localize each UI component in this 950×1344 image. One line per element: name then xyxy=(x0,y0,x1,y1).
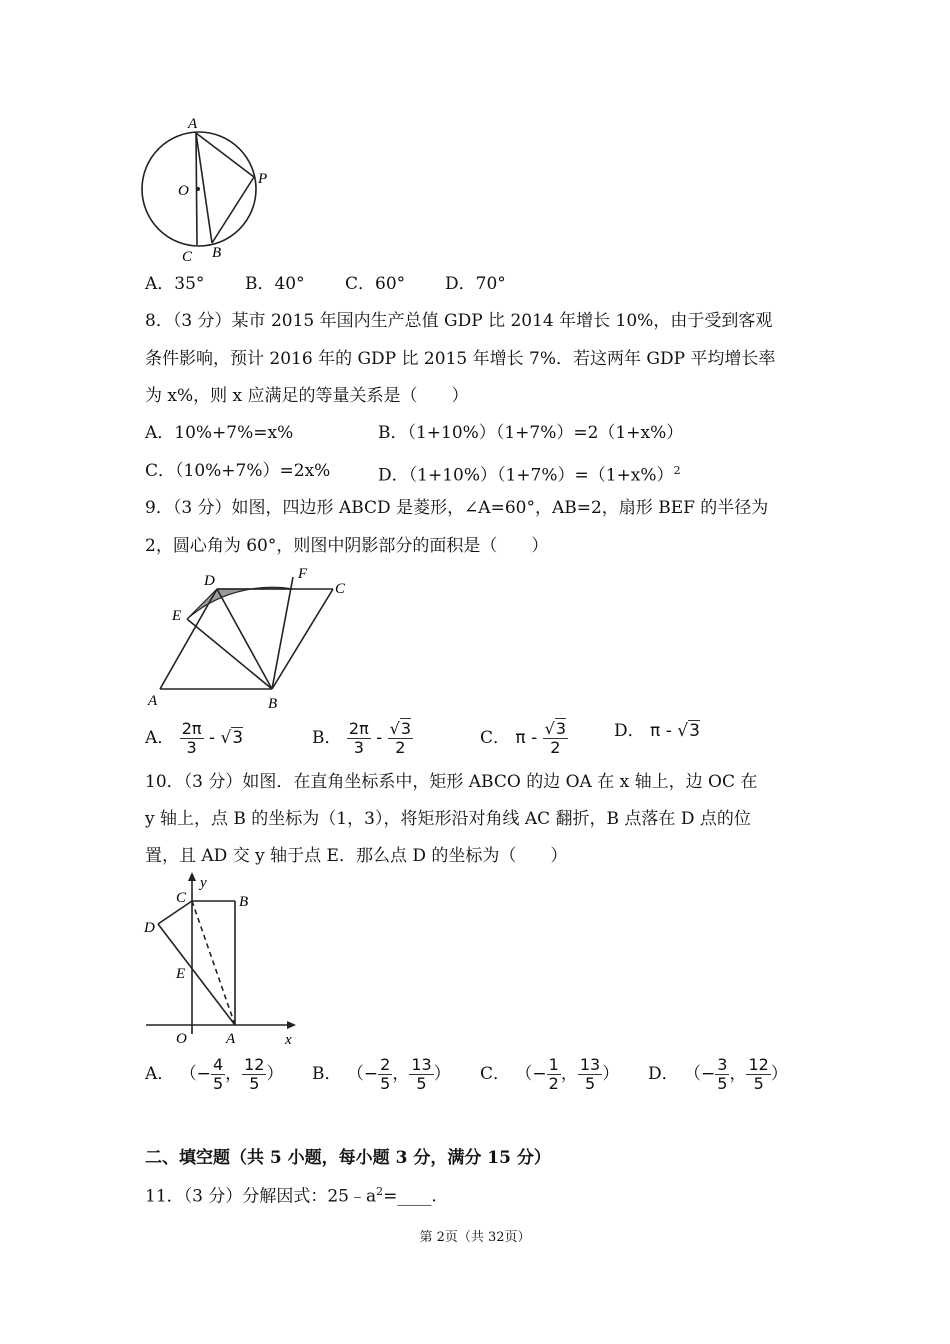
q9-label-e: E xyxy=(172,608,182,624)
page-footer: 第 2页（共 32页） xyxy=(419,1230,531,1245)
q10-stem-line-2: y 轴上，点 B 的坐标为（1，3），将矩形沿对角线 AC 翻折，B 点落在 D 点的位 xyxy=(145,809,751,829)
q10-coordinate-figure xyxy=(140,872,310,1047)
q8-option-b: B．（1+10%）（1+7%）=2（1+x%） xyxy=(378,423,684,443)
q9-label-f: F xyxy=(298,566,308,582)
q7-option-a: A．35° xyxy=(145,274,205,294)
q10-label-o: O xyxy=(176,1031,187,1047)
q8-option-a: A．10%+7%=x% xyxy=(145,423,294,443)
q7-option-d: D．70° xyxy=(445,274,506,294)
q10-stem-line-3: 置，且 AD 交 y 轴于点 E．那么点 D 的坐标为（ ） xyxy=(145,846,568,866)
q10-label-d: D xyxy=(144,920,155,936)
q9-option-d: D． π - √3 xyxy=(614,721,700,741)
q10-stem-line-1: 10．（3 分）如图．在直角坐标系中，矩形 ABCO 的边 OA 在 x 轴上，边 OC 在 xyxy=(145,772,758,792)
q9-label-a: A xyxy=(148,693,158,709)
q7-circle-figure xyxy=(140,115,280,265)
q9-rhombus-figure xyxy=(140,565,360,715)
q8-stem-line-2: 条件影响，预计 2016 年的 GDP 比 2015 年增长 7%．若这两年 GDP 平均增长率 xyxy=(145,349,776,369)
q9-stem-line-1: 9．（3 分）如图，四边形 ABCD 是菱形，∠A=60°，AB=2，扇形 BEF 的半径为 xyxy=(145,498,769,518)
q10-option-d: D． （− $\frac{3}{5}$ ， $\frac{12}{5}$ ） xyxy=(648,1055,788,1093)
q7-label-b: B xyxy=(212,245,222,261)
q7-label-c: C xyxy=(182,249,193,265)
q7-label-o: O xyxy=(178,183,189,199)
q9-stem-line-2: 2，圆心角为 60°，则图中阴影部分的面积是（ ） xyxy=(145,536,549,556)
q8-stem-line-3: 为 x%，则 x 应满足的等量关系是（ ） xyxy=(145,386,469,406)
q9-option-c: C． π - $\frac{√3}{2}$ xyxy=(480,719,567,757)
q10-option-a: A． （− $\frac{4}{5}$ ， $\frac{12}{5}$ ） xyxy=(145,1055,284,1093)
section-heading: 二、填空题（共 5 小题，每小题 3 分，满分 15 分） xyxy=(145,1148,551,1168)
q8-option-c: C．（10%+7%）=2x% xyxy=(145,461,331,481)
q9-option-b: B． $\frac{2\pi}{3}$ - $\frac{√3}{2}$ xyxy=(312,719,412,757)
q11-stem: 11．（3 分）分解因式：$25﹣a^2=\_\_\_\_$. xyxy=(145,1185,437,1207)
q7-option-b: B．40° xyxy=(245,274,305,294)
q9-label-b: B xyxy=(268,696,278,712)
q10-option-b: B． （− $\frac{2}{5}$ ， $\frac{13}{5}$ ） xyxy=(312,1055,451,1093)
q10-label-e: E xyxy=(176,966,186,982)
q8-stem-line-1: 8．（3 分）某市 2015 年国内生产总值 GDP 比 2014 年增长 10%，由于受到客观 xyxy=(145,311,773,331)
q7-option-c: C．60° xyxy=(345,274,406,294)
q10-label-y: y xyxy=(200,875,207,891)
q9-label-d: D xyxy=(204,573,215,589)
q10-label-a: A xyxy=(226,1031,236,1047)
q10-label-x: x xyxy=(285,1032,292,1048)
q8-option-d: D．$(1+10\%)(1+7\%)=(1+x\%)^2$ xyxy=(378,464,681,486)
q7-label-p: P xyxy=(258,171,268,187)
q10-label-b: B xyxy=(239,894,249,910)
q10-option-c: C． （− $\frac{1}{2}$ ， $\frac{13}{5}$ ） xyxy=(480,1055,620,1093)
q7-label-a: A xyxy=(188,116,198,132)
q9-option-a: A． $\frac{2\pi}{3}$ - √3 xyxy=(145,719,244,757)
q9-label-c: C xyxy=(335,581,346,597)
q10-label-c: C xyxy=(176,890,187,906)
